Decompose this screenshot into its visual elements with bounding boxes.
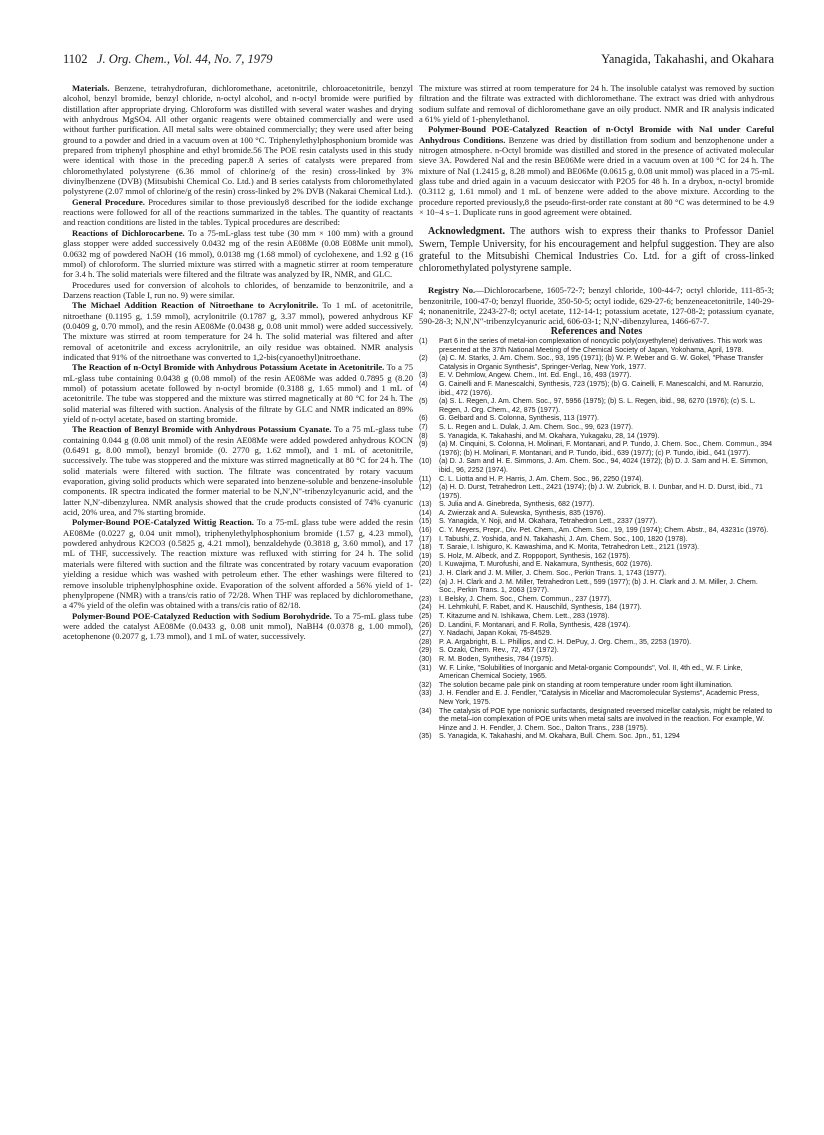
reference-text: G. Cainelli and F. Manescalchi, Synthesis, 723 (1975); (b) G. Cainelli, F. Manescalchi, and M. Ranurzio, ibid., 472 (1976). [439,379,764,397]
reference-text: I. Belsky, J. Chem. Soc., Chem. Commun., 237 (1977). [439,594,612,603]
reference-number: (6) [419,414,428,423]
reference-item [419,603,774,612]
journal-citation: J. Org. Chem., Vol. 44, No. 7, 1979 [96,52,273,66]
reference-item [419,517,774,526]
para-dichlorocarbene: Reactions of Dichlorocarbene. To a 75-mL-glass test tube (30 mm × 100 mm) with a ground glass stopper were added successively 0.0432 mg of the resin AE08Me (0.08 E08Me unit mmol), 0.0632 mg of powdered NaOH (16 mmol), 0.0138 mg (1.68 mmol) of cyclohexene, and 1.92 g (16 mmol) of chloroform. The slurried mixture was stirred with a magnetic stirrer at room temperature for 3.4 h. The solid materials were filtered and the filtrate was analyzed by IR, NMR, and GLC. [63,227,413,280]
references-title: References and Notes [550,325,643,337]
para-wittig: Polymer-Bound POE-Catalyzed Wittig Reaction. To a 75-mL glass tube were added the resin AE08Me (0.0227 g, 0.04 unit mmol), triphenylethylphosphonium bromide (1.57 g, 4.23 mmol), powdered anhydrous K2CO3 (0.5825 g, 4.21 mmol), benzaldehyde (0.3818 g, 3.60 mmol), and 17 mL of THF, successively. The reaction mixture was refluxed with stirring for 24 h. The solid materials were filtered with suction and the filtrate was concentrated by rotary vacuum evaporation yielding a residue which was washed with petroleum ether. The ether washings were filtered to remove insoluble triphenylphosphine oxide. Evaporation of the solvent afforded a 56% yield of 1-phenylpropene (NMR) with a trans/cis ratio of 72/28. When THF was replaced by dichloromethane, a 47% yield of the olefin was obtained with a trans/cis ratio of 82/18. [63,517,413,611]
reference-text: S. Julia and A. Ginebreda, Synthesis, 682 (1977). [439,500,595,509]
reference-number: (17) [419,534,432,543]
para-benzyl-cyanate: The Reaction of Benzyl Bromide with Anhydrous Potassium Cyanate. To a 75 mL-glass tube containing 0.044 g (0.08 unit mmol) of the resin AE08Me were added powdered anhydrous KOCN (0.6491 g, 8.00 mmol), benzyl bromide (0. 2770 g, 1.62 mmol), and 1 mL of acetonitrile, successively. The tube was stoppered and the mixture was stirred magnetically at 80 °C for 24 h. The solid materials were filtered with suction. The filtrate was concentrated by rotary vacuum evaporation, giving solid products which were separated into benzene-soluble and benzene-insoluble components. IR spectra indicated the former material to be N,N′,N″-tribenzylcyanuric acid, and the latter N,N′-dibenzylurea. NMR analysis showed that the crude products consisted of 74% cyanuric acid, 20% urea, and 7% starting bromide. [63,424,413,518]
reference-item [419,681,774,690]
reference-item [419,432,774,441]
reference-text: (a) C. M. Starks, J. Am. Chem. Soc., 93, 195 (1971); (b) W. P. Weber and G. W. Gokel, "Phase Transfer Catalysis in Organic Synthesis", Springer-Verlag, New York, 1977. [439,354,764,371]
reference-item [419,569,774,578]
reference-number: (25) [419,612,432,620]
reference-item [419,371,774,380]
reference-number: (19) [419,551,432,560]
reference-item [419,638,774,647]
reference-number: (23) [419,594,432,603]
registry-numbers: Registry No.—Dichlorocarbene, 1605-72-7; benzyl chloride, 100-44-7; octyl chloride, 111-85-3; benzonitrile, 100-47-0; benzyl fluoride, 350-50-5; octyl iodide, 629-27-6; benzeneacetonitrile, 140-29-4; nonanenitrile, 2243-27-8; octyl acetate, 112-14-1; potassium acetate, 127-08-2; potassium cyanate, 590-28-3; N,N′,N″-tribenzylcyanuric acid, 606-03-1; N,N′-dibenzylurea, 1466-67-7. [419,285,774,327]
reference-item [419,397,774,414]
reference-item [419,664,774,681]
reference-text: W. F. Linke, "Solubilities of Inorganic and Metal-organic Compounds", Vol. II, 4th ed., W. F. Linke, American Chemical Society, 1965. [439,663,743,681]
reference-number: (15) [419,517,432,526]
reference-number: (8) [419,431,428,440]
reference-text: I. Kuwajima, T. Murofushi, and E. Nakamura, Synthesis, 602 (1976). [439,560,653,569]
reference-item [419,552,774,561]
reference-number: (4) [419,379,428,388]
reference-item [419,689,774,706]
reference-number: (12) [419,483,432,492]
reference-item [419,440,774,457]
reference-number: (32) [419,680,432,689]
reference-number: (10) [419,457,432,466]
reference-item [419,629,774,638]
page-header [63,52,774,68]
reference-item [419,526,774,535]
reference-text: J. H. Clark and J. M. Miller, J. Chem. Soc., Perkin Trans. 1, 1743 (1977). [439,569,667,578]
running-authors: Yanagida, Takahashi, and Okahara [601,52,774,66]
para-borohydride-cont: The mixture was stirred at room temperature for 24 h. The insoluble catalyst was removed by suction filtration and the filtrate was extracted with dichloromethane. The extract was dried with anhydrous sodium sulfate and removal of dichloromethane gave an oily product. NMR and IR analysis indicated a 61% yield of 1-phenylethanol. [419,83,774,125]
page-number: 1102 [63,52,88,66]
reference-number: (5) [419,397,428,406]
reference-number: (30) [419,654,432,663]
reference-text: D. Landini, F. Montanari, and F. Rolla, Synthesis, 428 (1974). [439,620,631,629]
reference-number: (22) [419,577,432,586]
reference-item [419,595,774,604]
reference-number: (16) [419,526,432,535]
reference-number: (18) [419,543,432,552]
reference-item [419,509,774,518]
reference-text: S. Yanagida, K. Takahashi, and M. Okahara, Yukagaku, 28, 14 (1979). [439,431,660,440]
reference-item [419,543,774,552]
reference-item [419,732,774,741]
reference-number: (28) [419,637,432,646]
reference-item [419,423,774,432]
reference-text: (a) D. J. Sam and H. E. Simmons, J. Am. Chem. Soc., 94, 4024 (1972); (b) D. J. Sam and H. E. Simmon, ibid., 96, 2252 (1974). [439,457,768,474]
reference-item [419,414,774,423]
reference-number: (27) [419,629,432,638]
para-general-procedure: General Procedure. Procedures similar to those previously8 described for the iodide exchange reactions were followed for all of the reactions summarized in the tables. The quantity of reactants and reaction conditions are listed in the tables. Typical procedures are described: [63,196,413,228]
reference-text: J. H. Fendler and E. J. Fendler, "Catalysis in Micellar and Macromolecular Systems", Academic Press, New York, 1975. [439,689,760,706]
reference-text: (a) H. D. Durst, Tetrahedron Lett., 2421 (1974); (b) J. W. Zubrick, B. I. Dunbar, and H. D. Durst, ibid., 71 (1975). [439,483,763,500]
para-octyl-bromide-nai: Polymer-Bound POE-Catalyzed Reaction of n-Octyl Bromide with NaI under Careful Anhydrous Conditions. Benzene was dried by distillation from sodium and benzophenone under a nitrogen atmosphere. n-Octyl bromide was distilled and stored in the presence of activated molecular sieve 3A. Powdered NaI and the resin BE06Me were dried in a vacuum oven at 100 °C for 24 h. The mixture of NaI (1.2415 g, 8.28 mmol) and BE06Me (0.0615 g, 0.08 unit mmol) was placed in a 75-mL glass tube and dried again in a vacuum desiccator with P2O5 for 48 h. In a drybox, n-octyl bromide (0.3112 g, 1.61 mmol) and 1 mL of benzene were added to the above mixture. According to the procedure reported previously,8 the pseudo-first-order rate constant at 80 °C was determined to be 4.9 × 10−4 s−1. Duplicate runs in good agreement were obtained. [419,124,774,218]
reference-item [419,500,774,509]
reference-number: (34) [419,706,432,715]
reference-text: P. A. Argabright, B. L. Phillips, and C. H. DePuy, J. Org. Chem., 35, 2253 (1970). [439,637,692,646]
reference-number: (1) [419,337,428,345]
reference-text: S. L. Regen and L. Dulak, J. Am. Chem. Soc., 99, 623 (1977). [439,422,634,431]
reference-item [419,655,774,664]
reference-text: S. Yanagida, K. Takahashi, and M. Okahara, Bull. Chem. Soc. Jpn., 51, 1294 [439,732,680,741]
reference-text: The solution became pale pink on standing at room temperature under room light illumination. [439,680,733,689]
reference-number: (2) [419,354,428,363]
reference-number: (26) [419,620,432,629]
reference-text: S. Ozaki, Chem. Rev., 72, 457 (1972). [439,646,559,655]
reference-text: T. Saraie, I. Ishiguro, K. Kawashima, and K. Morita, Tetrahedron Lett., 2121 (1973). [439,543,700,552]
reference-item [419,483,774,500]
reference-text: C. Y. Meyers, Prepr., Div. Pet. Chem., Am. Chem. Soc., 19, 199 (1974); Chem. Abstr., 84, 43231c (1976). [439,526,769,535]
acknowledgment: Acknowledgment. The authors wish to express their thanks to Professor Daniel Swern, Temple University, for his encouragement and helpful suggestion. They are also grateful to the Mitsubishi Chemical Industries Co. Ltd. for a gift of cross-linked chloromethylated polystyrene sample. [419,226,774,275]
left-column [63,83,413,1123]
reference-item [419,612,774,621]
reference-item [419,354,774,371]
reference-text: C. L. Liotta and H. P. Harris, J. Am. Chem. Soc., 96, 2250 (1974). [439,474,644,483]
para-octyl-acetate: The Reaction of n-Octyl Bromide with Anhydrous Potassium Acetate in Acetonitrile. To a 75 mL-glass tube containing 0.0438 g (0.08 mmol) of the resin AE08Me was added 0.7895 g (8.20 mmol) of potassium acetate followed by n-octyl bromide (0.3188 g, 1.65 mmol) and 1 mL of acetonitrile. The tube was stoppered and the mixture was stirred magnetically at 80 °C for 24 h. The solid material was filtered with suction. Analysis of the filtrate by GLC and NMR indicated an 89% yield of n-octyl acetate, based on starting bromide. [63,362,413,424]
reference-text: S. Yanagida, Y. Noji, and M. Okahara, Tetrahedron Lett., 2337 (1977). [439,517,658,526]
reference-text: E. V. Dehmlow, Angew. Chem., Int. Ed. Engl., 16, 493 (1977). [439,371,632,380]
reference-item [419,578,774,595]
reference-number: (13) [419,500,432,509]
reference-number: (35) [419,732,432,741]
reference-text: R. M. Boden, Synthesis, 784 (1975). [439,654,554,663]
reference-text: The catalysis of POE type nonionic surfactants, designated reversed micellar catalysis, might be related to the metal–ion complexation of POE units when metal salts are involved in the reaction. For example, W. Hinze and J. H. Fendler, J. Chem. Soc., Dalton Trans., 238 (1975). [439,706,773,732]
reference-number: (11) [419,474,432,483]
reference-text: T. Kitazume and N. Ishikawa, Chem. Lett., 283 (1978). [439,612,610,620]
reference-item [419,621,774,630]
reference-item [419,646,774,655]
reference-item [419,560,774,569]
reference-item [419,337,774,354]
reference-number: (33) [419,689,432,698]
reference-text: (a) S. L. Regen, J. Am. Chem. Soc., 97, 5956 (1975); (b) S. L. Regen, ibid., 98, 6270 (1976); (c) S. L. Regen, J. Org. Chem., 42, 875 (1977). [439,397,756,414]
reference-number: (20) [419,560,432,569]
reference-text: G. Gelbard and S. Colonna, Synthesis, 113 (1977). [439,414,599,423]
para-borohydride: Polymer-Bound POE-Catalyzed Reduction with Sodium Borohydride. To a 75-mL glass tube were added the catalyst AE08Me (0.0433 g, 0.08 unit mmol), NaBH4 (0.0378 g, 1.00 mmol), acetophenone (0.2077 g, 1.73 mmol), and 1 mL of water, successively. [63,610,413,642]
reference-text: (a) J. H. Clark and J. M. Miller, Tetrahedron Lett., 599 (1977); (b) J. H. Clark and J. M. Miller, J. Chem. Soc., Perkin Trans. 1, 2063 (1977). [439,577,758,595]
reference-item [419,535,774,544]
reference-text: Y. Nadachi, Japan Kokai, 75-84529. [439,629,552,638]
para-procedures-similar: Procedures used for conversion of alcohols to chlorides, of benzamide to benzonitrile, and a Darzens reaction (Table I, run no. 9) were similar. [63,279,413,300]
reference-number: (29) [419,646,432,655]
references-list [419,337,774,741]
reference-text: (a) M. Cinquini, S. Colonna, H. Molinari, F. Montanari, and P. Tundo, J. Chem. Soc., Chem. Commun., 394 (1976); (b) H. Molinari, F. Montanari, and P. Tundo, ibid., 639 (1977); (c) P. Tundo, ibid., 641 (1977). [439,440,773,457]
reference-text: A. Zwierzak and A. Sulewska, Synthesis, 835 (1976). [439,508,606,517]
reference-number: (24) [419,603,432,612]
reference-text: H. Lehmkuhl, F. Rabet, and K. Hauschild, Synthesis, 184 (1977). [439,603,642,612]
reference-number: (7) [419,422,428,431]
reference-number: (14) [419,508,432,517]
reference-number: (21) [419,569,432,578]
reference-item [419,707,774,733]
reference-text: Part 6 in the series of metal-ion complexation of noncyclic poly(oxyethylene) derivatives. This work was presented at the 37th National Meeting of the Chemical Society of Japan, Yokohama, April, 1978. [439,337,763,354]
reference-number: (9) [419,440,428,449]
reference-text: S. Holz, M. Albeck, and Z. Roppoport, Synthesis, 162 (1975). [439,551,631,560]
para-michael-addition: The Michael Addition Reaction of Nitroethane to Acrylonitrile. To 1 mL of acetonitrile, nitroethane (0.1195 g, 1.59 mmol), acrylonitrile (0.1787 g, 3.37 mmol), powered anhydrous KF (0.0409 g, 0.70 mmol), and the resin AE08Me (0.0438 g, 0.08 unit mmol) were added successively. The mixture was stirred at room temperature for 24 h. The solid material was filtered and after removal of acetonitrile and excess acrylonitrile, an oily residue was obtained. NMR analysis indicated that 91% of the nitroethane was converted to 1,2-bis(cyanoethyl)nitroethane. [63,300,413,362]
reference-number: (3) [419,371,428,380]
right-column [419,83,774,1123]
reference-item [419,380,774,397]
reference-text: I. Tabushi, Z. Yoshida, and N. Takahashi, J. Am. Chem. Soc., 100, 1820 (1978). [439,534,688,543]
reference-item [419,475,774,484]
reference-item [419,457,774,474]
reference-number: (31) [419,663,432,672]
para-materials: Materials. Benzene, tetrahydrofuran, dichloromethane, acetonitrile, chloroacetonitrile, benzyl alcohol, benzyl bromide, benzyl chloride, n-octyl alcohol, and n-octyl bromide were purified by distillation after appropriate drying. Chloroform was distilled with several water washes and drying with anhydrous MgSO4. All other organic reagents were obtained commercially and were used without further purification. All metal salts were obtained commercially; they were used after being ground to a powder and dried in a vacuum oven at 100 °C. Triphenylethylphosphonium bromide was prepared from triphenyl phosphine and ethyl bromide.56 The POE resin catalysts used in this study were identical with those in the preceding paper.8 A series of catalysts were prepared from chloromethylated polystyrene (6.36 mmol of chlorine/g of the resin) cross-linked by 3% divinylbenzene (DVB) (Mitsubishi Chemical Co. Ltd.) and B series catalysts from chloromethylated polystyrene (2.07 mmol of chlorine/g of the resin) cross-linked by 2% DVB (Nakarai Chemical Ltd.). [63,83,413,197]
